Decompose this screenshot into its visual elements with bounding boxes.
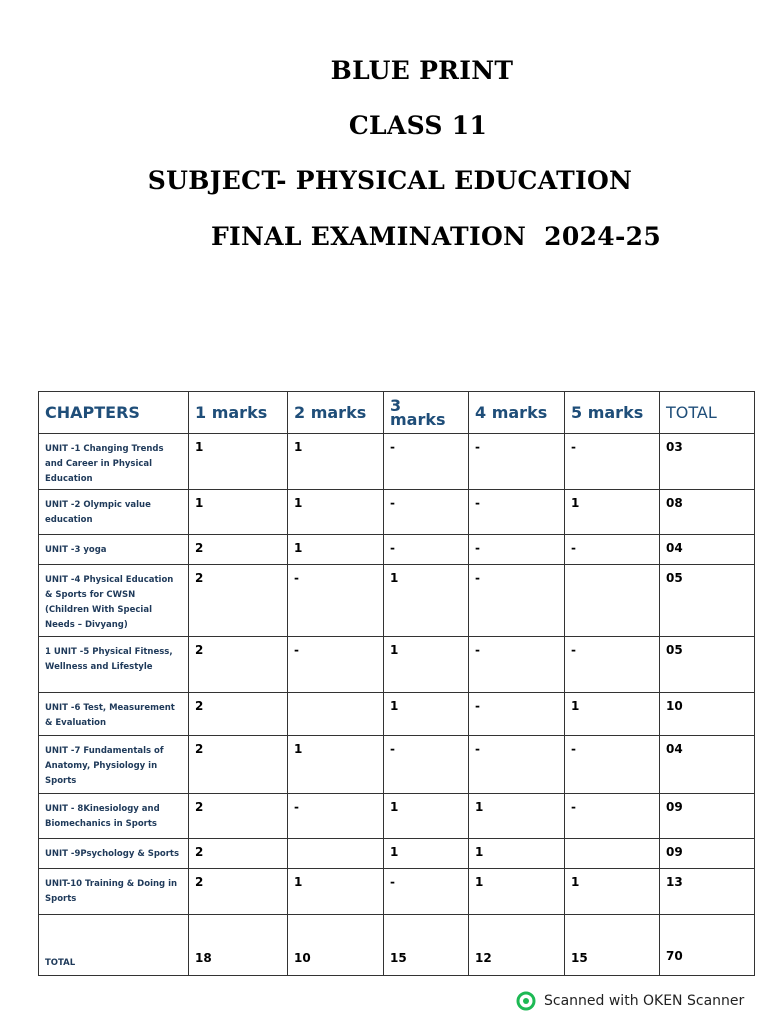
blueprint-table bbox=[38, 391, 755, 976]
marks-2-cell: - bbox=[288, 794, 384, 839]
marks-3-cell: - bbox=[384, 869, 469, 915]
table-row bbox=[39, 839, 755, 869]
marks-2-cell: - bbox=[288, 637, 384, 693]
table-row bbox=[39, 434, 755, 490]
marks-2-cell: 1 bbox=[288, 869, 384, 915]
total-cell: 03 bbox=[660, 434, 755, 490]
header-3-marks: 3 marks bbox=[384, 392, 469, 434]
total-5-marks: 15 bbox=[565, 915, 660, 976]
scanner-footer bbox=[516, 990, 744, 1012]
marks-1-cell: 2 bbox=[189, 637, 288, 693]
marks-1-cell: 2 bbox=[189, 839, 288, 869]
total-cell: 09 bbox=[660, 839, 755, 869]
marks-5-cell bbox=[565, 565, 660, 637]
chapter-cell: UNIT -1 Changing Trends and Career in Physical Education bbox=[39, 434, 189, 490]
marks-2-cell: 1 bbox=[288, 490, 384, 535]
marks-4-cell: 1 bbox=[469, 869, 565, 915]
total-2-marks: 10 bbox=[288, 915, 384, 976]
total-cell: 13 bbox=[660, 869, 755, 915]
marks-5-cell: 1 bbox=[565, 693, 660, 736]
marks-2-cell: 1 bbox=[288, 736, 384, 794]
total-1-marks: 18 bbox=[189, 915, 288, 976]
marks-2-cell bbox=[288, 839, 384, 869]
chapter-cell: UNIT -7 Fundamentals of Anatomy, Physiology in Sports bbox=[39, 736, 189, 794]
chapter-cell: UNIT -3 yoga bbox=[39, 535, 189, 565]
chapter-cell: UNIT -9Psychology & Sports bbox=[39, 839, 189, 869]
marks-5-cell: - bbox=[565, 434, 660, 490]
oken-scanner-logo-icon bbox=[516, 991, 536, 1011]
table-row bbox=[39, 565, 755, 637]
marks-3-cell: - bbox=[384, 434, 469, 490]
chapter-cell: UNIT -4 Physical Education & Sports for CWSN (Children With Special Needs – Divyang) bbox=[39, 565, 189, 637]
title-line-4: FINAL EXAMINATION 2024-25 bbox=[210, 222, 662, 251]
marks-5-cell: - bbox=[565, 535, 660, 565]
marks-5-cell: - bbox=[565, 736, 660, 794]
table-row bbox=[39, 736, 755, 794]
marks-4-cell: - bbox=[469, 736, 565, 794]
table-row bbox=[39, 693, 755, 736]
marks-5-cell bbox=[565, 839, 660, 869]
total-cell: 05 bbox=[660, 565, 755, 637]
marks-3-cell: - bbox=[384, 490, 469, 535]
marks-4-cell: - bbox=[469, 693, 565, 736]
header-total: TOTAL bbox=[660, 392, 755, 434]
marks-3-cell: 1 bbox=[384, 565, 469, 637]
title-line-1: BLUE PRINT bbox=[330, 56, 514, 85]
marks-1-cell: 2 bbox=[189, 794, 288, 839]
marks-4-cell: 1 bbox=[469, 794, 565, 839]
table-row bbox=[39, 869, 755, 915]
marks-4-cell: - bbox=[469, 637, 565, 693]
marks-4-cell: 1 bbox=[469, 839, 565, 869]
marks-2-cell: 1 bbox=[288, 535, 384, 565]
header-chapters: CHAPTERS bbox=[39, 392, 189, 434]
marks-4-cell: - bbox=[469, 490, 565, 535]
total-cell: 10 bbox=[660, 693, 755, 736]
marks-3-cell: 1 bbox=[384, 637, 469, 693]
marks-2-cell bbox=[288, 693, 384, 736]
marks-1-cell: 2 bbox=[189, 565, 288, 637]
marks-3-cell: - bbox=[384, 736, 469, 794]
total-label-cell: TOTAL bbox=[39, 915, 189, 976]
total-cell: 09 bbox=[660, 794, 755, 839]
table-row bbox=[39, 637, 755, 693]
marks-1-cell: 2 bbox=[189, 869, 288, 915]
title-line-3: SUBJECT- PHYSICAL EDUCATION bbox=[147, 166, 633, 195]
table-total-row bbox=[39, 915, 755, 976]
total-cell: 04 bbox=[660, 535, 755, 565]
table-row bbox=[39, 794, 755, 839]
marks-3-cell: 1 bbox=[384, 693, 469, 736]
chapter-cell: UNIT - 8Kinesiology and Biomechanics in Sports bbox=[39, 794, 189, 839]
marks-1-cell: 1 bbox=[189, 490, 288, 535]
marks-2-cell: 1 bbox=[288, 434, 384, 490]
marks-4-cell: - bbox=[469, 565, 565, 637]
total-3-marks: 15 bbox=[384, 915, 469, 976]
grand-total: 70 bbox=[660, 915, 755, 976]
marks-1-cell: 2 bbox=[189, 535, 288, 565]
marks-3-cell: 1 bbox=[384, 839, 469, 869]
total-cell: 05 bbox=[660, 637, 755, 693]
marks-1-cell: 1 bbox=[189, 434, 288, 490]
total-cell: 04 bbox=[660, 736, 755, 794]
chapter-cell: UNIT -2 Olympic value education bbox=[39, 490, 189, 535]
chapter-cell: UNIT-10 Training & Doing in Sports bbox=[39, 869, 189, 915]
total-4-marks: 12 bbox=[469, 915, 565, 976]
header-1-marks: 1 marks bbox=[189, 392, 288, 434]
total-cell: 08 bbox=[660, 490, 755, 535]
chapter-cell: 1 UNIT -5 Physical Fitness, Wellness and Lifestyle bbox=[39, 637, 189, 693]
table-row bbox=[39, 535, 755, 565]
header-4-marks: 4 marks bbox=[469, 392, 565, 434]
table-header-row bbox=[39, 392, 755, 434]
marks-1-cell: 2 bbox=[189, 693, 288, 736]
title-line-2: CLASS 11 bbox=[348, 111, 488, 140]
marks-5-cell: - bbox=[565, 794, 660, 839]
marks-5-cell: 1 bbox=[565, 490, 660, 535]
scanner-footer-text: Scanned with OKEN Scanner bbox=[544, 993, 745, 1009]
marks-3-cell: 1 bbox=[384, 794, 469, 839]
table-row bbox=[39, 490, 755, 535]
marks-3-cell: - bbox=[384, 535, 469, 565]
marks-5-cell: 1 bbox=[565, 869, 660, 915]
marks-4-cell: - bbox=[469, 434, 565, 490]
chapter-cell: UNIT -6 Test, Measurement & Evaluation bbox=[39, 693, 189, 736]
marks-2-cell: - bbox=[288, 565, 384, 637]
marks-1-cell: 2 bbox=[189, 736, 288, 794]
header-2-marks: 2 marks bbox=[288, 392, 384, 434]
marks-5-cell: - bbox=[565, 637, 660, 693]
header-5-marks: 5 marks bbox=[565, 392, 660, 434]
marks-4-cell: - bbox=[469, 535, 565, 565]
